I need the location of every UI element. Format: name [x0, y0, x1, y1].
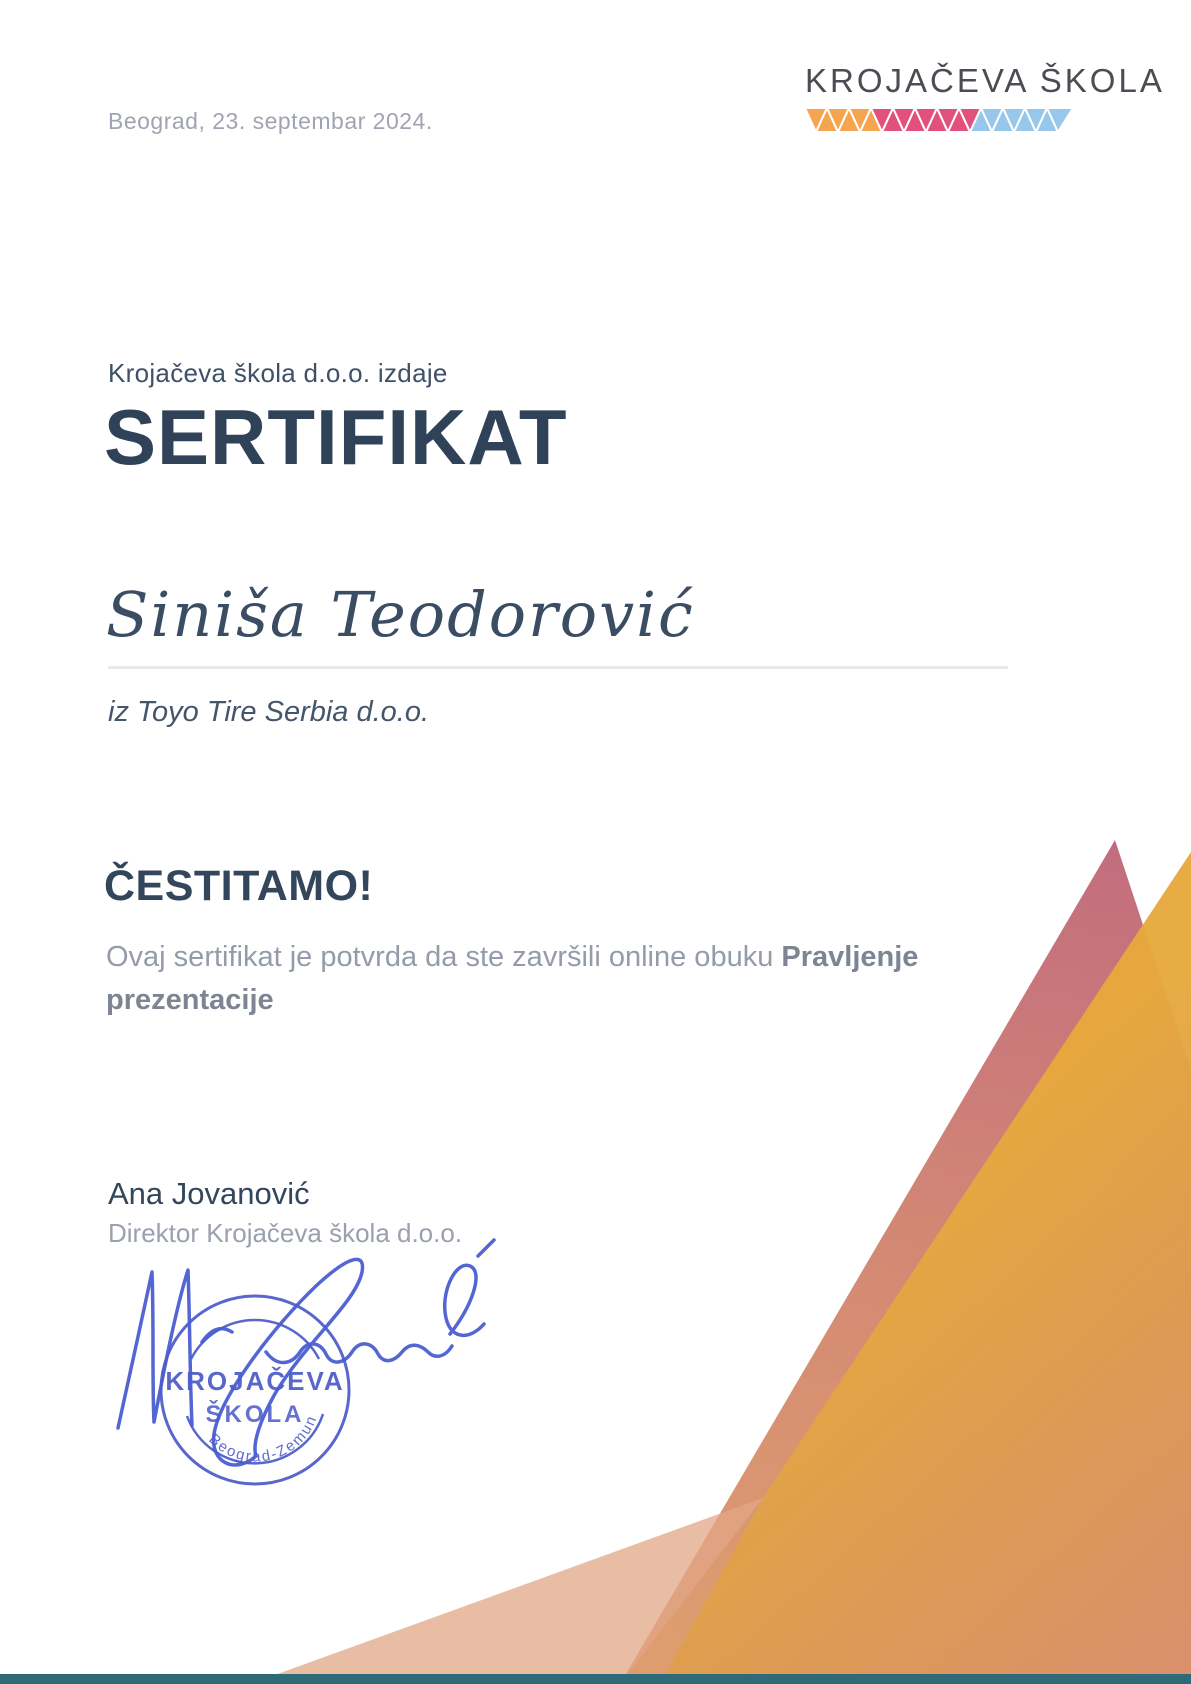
- recipient-company: iz Toyo Tire Serbia d.o.o.: [108, 696, 430, 728]
- recipient-name: Siniša Teodorović: [106, 578, 695, 651]
- congrats-heading: ČESTITAMO!: [104, 862, 374, 910]
- issuer-line: Krojačeva škola d.o.o. izdaje: [108, 358, 448, 388]
- stamp-line1: KROJAČEVA: [165, 1366, 345, 1396]
- signatory-name: Ana Jovanović: [108, 1176, 310, 1211]
- signature-and-stamp: [70, 1230, 500, 1530]
- footer-accent-bar: [0, 1674, 1191, 1684]
- certificate-title: SERTIFIKAT: [104, 393, 568, 481]
- date-line: Beograd, 23. septembar 2024.: [108, 108, 433, 134]
- logo-zigzag-icon: [805, 108, 1073, 134]
- signatory-role: Direktor Krojačeva škola d.o.o.: [108, 1218, 463, 1248]
- stamp-line2: ŠKOLA: [205, 1401, 305, 1428]
- school-logo: [805, 62, 1165, 134]
- logo-wordmark: KROJAČEVA ŠKOLA: [805, 62, 1165, 99]
- stamp-arc-text: Beograd-Zemun: [205, 1412, 321, 1466]
- congrats-body: [106, 936, 926, 1022]
- name-underline-rule: [108, 666, 1008, 669]
- course-name: Pravljenje prezentacije: [106, 941, 919, 1016]
- congrats-text: Ovaj sertifikat je potvrda da ste završili online obuku: [106, 941, 774, 973]
